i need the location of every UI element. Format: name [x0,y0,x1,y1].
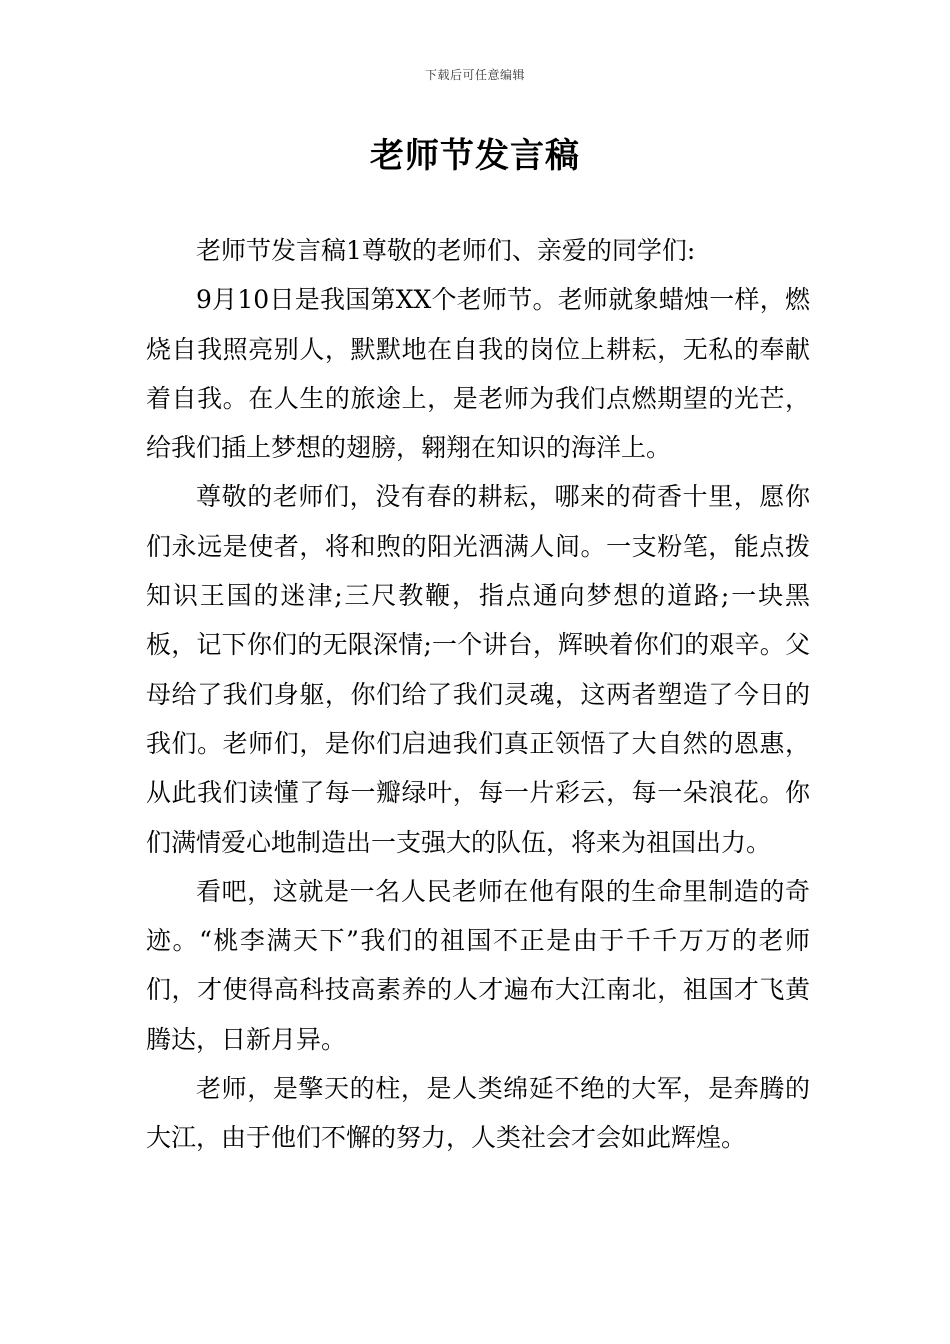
paragraph-greeting: 老师节发言稿1尊敬的老师们、亲爱的同学们: [196,236,696,265]
paragraph-teachers-day: 9月10日是我国第XX个老师节。老师就象蜡烛一样，燃烧自我照亮别人，默默地在自我的岗位上耕耘，无私的奉献着自我。在人生的旅途上，是老师为我们点燃期望的光芒，给我们插上梦想的翅膀，翱翔在知识的海洋上。 [146,285,810,463]
paragraph-pillar: 老师，是擎天的柱，是人类绵延不绝的大军，是奔腾的大江，由于他们不懈的努力，人类社会才会如此辉煌。 [146,1074,810,1153]
document-title: 老师节发言稿 [370,136,580,176]
header-note: 下载后可任意编辑 [424,68,525,82]
paragraph-miracle: 看吧，这就是一名人民老师在他有限的生命里制造的奇迹。“桃李满天下”我们的祖国不正是由于千千万万的老师们，才使得高科技高素养的人才遍布大江南北，祖国才飞黄腾达，日新月异。 [146,876,810,1054]
paragraph-respected-teachers: 尊敬的老师们，没有春的耕耘，哪来的荷香十里，愿你们永远是使者，将和煦的阳光洒满人间。一支粉笔，能点拨知识王国的迷津;三尺教鞭，指点通向梦想的道路;一块黑板，记下你们的无限深情;一个讲台，辉映着你们的艰辛。父母给了我们身躯，你们给了我们灵魂，这两者塑造了今日的我们。老师们，是你们启迪我们真正领悟了大自然的恩惠，从此我们读懂了每一瓣绿叶，每一片彩云，每一朵浪花。你们满情爱心地制造出一支强大的队伍，将来为祖国出力。 [146,482,810,857]
document-body [146,226,810,1163]
